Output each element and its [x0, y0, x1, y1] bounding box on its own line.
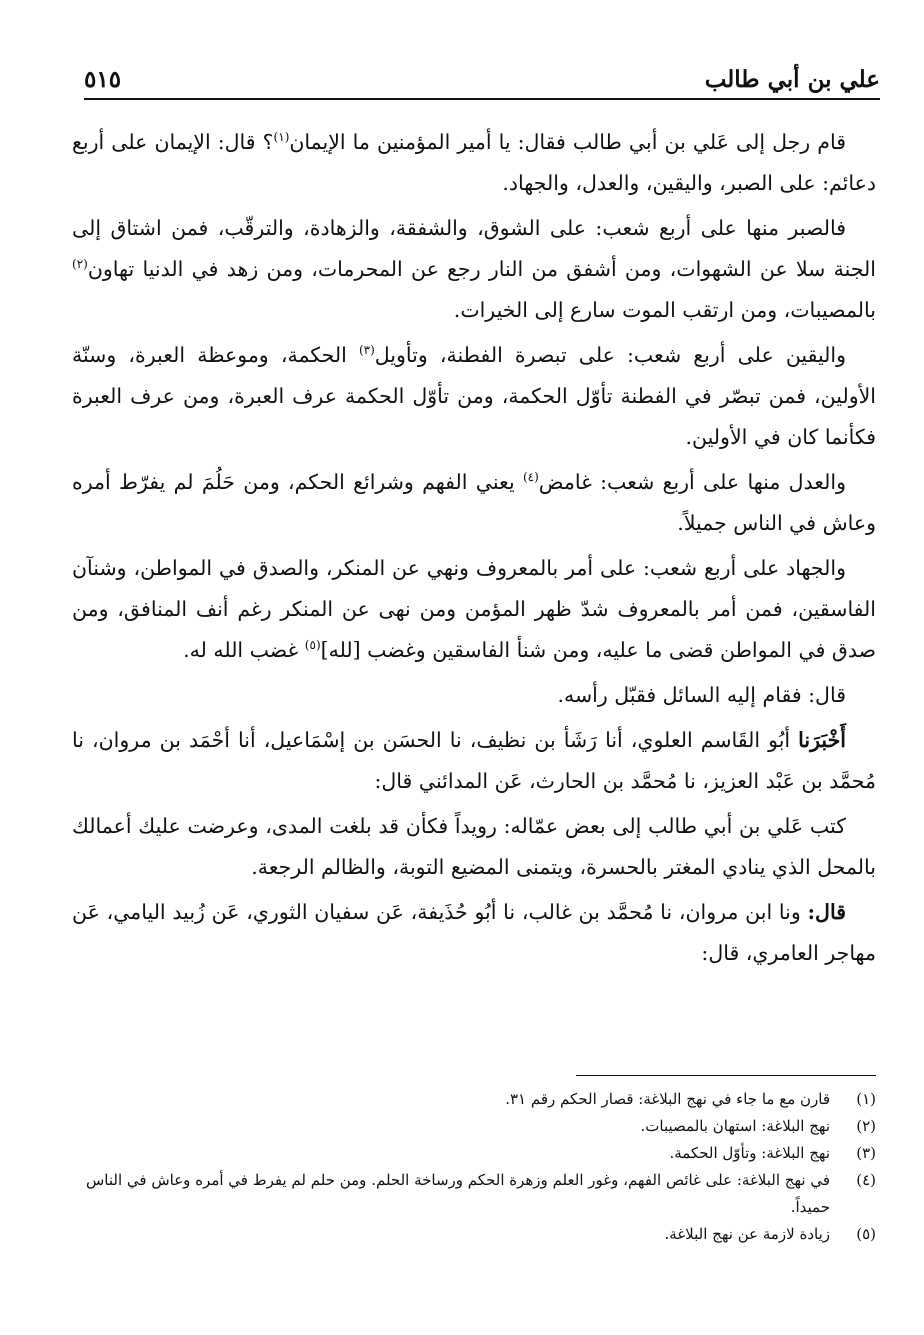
- paragraph: [72, 548, 876, 671]
- footnote-text: نهج البلاغة: وتأوّل الحكمة.: [669, 1144, 830, 1162]
- footnote-number: (٥): [856, 1225, 876, 1243]
- footnote-text: في نهج البلاغة: على غائص الفهم، وغور العلم وزهرة الحكم ورساخة الحلم. ومن حلم لم يفرط في أمره وعاش في الناس حميداً.: [86, 1171, 830, 1216]
- paragraph-text: أبُو القَاسم العلوي، أنا رَشَأ بن نظيف، نا الحسَن بن إسْمَاعيل، أنا أحْمَد بن مروان، نا مُحمَّد بن عَبْد العزيز، نا مُحمَّد بن الحارث، عَن المدائني قال:: [72, 728, 876, 793]
- paragraph-text: قال: فقام إليه السائل فقبّل رأسه.: [557, 683, 846, 707]
- footnote: [70, 1113, 876, 1140]
- running-title: علي بن أبي طالب: [704, 66, 880, 93]
- paragraph: [72, 675, 876, 716]
- footnote-number: (٣): [856, 1144, 876, 1162]
- footnote-text: زيادة لازمة عن نهج البلاغة.: [664, 1225, 830, 1243]
- paragraph-text: كتب عَلي بن أبي طالب إلى بعض عمّاله: رويداً فكأن قد بلغت المدى، وعرضت عليك أعمالك بالمحل الذي ينادي المغتر بالحسرة، ويتمنى المضيع التوبة، والظالم الرجعة.: [72, 814, 876, 879]
- footnotes: [70, 1086, 876, 1248]
- footnote-ref: (١): [273, 130, 290, 145]
- paragraph-text: ونا ابن مروان، نا مُحمَّد بن غالب، نا أبُو حُذَيفة، عَن سفيان الثوري، عَن زُبيد اليامي، عَن مهاجر العامري، قال:: [72, 900, 876, 965]
- bold-lead: أَخْبَرَنا: [798, 728, 846, 752]
- footnote: [70, 1086, 876, 1113]
- paragraph-text: قام رجل إلى عَلي بن أبي طالب فقال: يا أمير المؤمنين ما الإيمان: [289, 130, 846, 154]
- footnote-ref: (٢): [72, 257, 88, 272]
- paragraph: [72, 720, 876, 802]
- paragraph-text: والجهاد على أربع شعب: على أمر بالمعروف ونهي عن المنكر، والصدق في المواطن، وشنآن الفاسقين، فمن أمر بالمعروف شدّ ظهر المؤمن ومن نهى عن المنكر رغم أنف المنافق، ومن صدق في المواطن قضى ما عليه، ومن شنأ الفاسقين وغضب [لله]: [72, 556, 876, 662]
- bold-lead: قال:: [807, 900, 846, 924]
- paragraph-text: والعدل منها على أربع شعب: غامض: [538, 470, 846, 494]
- paragraph-text: ؟ قال: الإيمان على أربع دعائم: على الصبر، واليقين، والعدل، والجهاد.: [72, 130, 876, 195]
- footnote: [70, 1221, 876, 1248]
- footnote: [70, 1167, 876, 1221]
- paragraph-text: واليقين على أربع شعب: على تبصرة الفطنة، وتأويل: [374, 343, 847, 367]
- paragraph: [72, 462, 876, 544]
- body-text: [72, 122, 876, 978]
- page-number: ٥١٥: [84, 66, 122, 93]
- paragraph: [72, 892, 876, 974]
- paragraph: [72, 208, 876, 331]
- paragraph-text: الحكمة، وموعظة العبرة، وسنّة الأولين، فمن تبصّر في الفطنة تأوّل الحكمة، ومن تأوّل الحكمة عرف العبرة، ومن عرف العبرة فكأنما كان في الأولين.: [72, 343, 876, 449]
- footnote-number: (٤): [856, 1171, 876, 1189]
- footnote-text: نهج البلاغة: استهان بالمصيبات.: [640, 1117, 830, 1135]
- paragraph-text: يعني الفهم وشرائع الحكم، ومن حَلُمَ لم يفرّط أمره وعاش في الناس جميلاً.: [72, 470, 876, 535]
- footnote-number: (٢): [856, 1117, 876, 1135]
- paragraph: [72, 122, 876, 204]
- footnote-divider: [576, 1075, 876, 1076]
- paragraph: [72, 335, 876, 458]
- footnote-text: قارن مع ما جاء في نهج البلاغة: قصار الحكم رقم ٣١.: [505, 1090, 830, 1108]
- footnote-ref: (٤): [522, 470, 539, 485]
- footnote: [70, 1140, 876, 1167]
- paragraph-text: غضب الله له.: [183, 638, 305, 662]
- footnote-ref: (٣): [358, 343, 375, 358]
- paragraph-text: بالمصيبات، ومن ارتقب الموت سارع إلى الخيرات.: [453, 298, 876, 322]
- paragraph-text: فالصبر منها على أربع شعب: على الشوق، والشفقة، والزهادة، والترقّب، فمن اشتاق إلى الجنة سلا عن الشهوات، ومن أشفق من النار رجع عن المحرمات، ومن زهد في الدنيا تهاون: [72, 216, 876, 281]
- footnote-ref: (٥): [304, 638, 321, 653]
- running-header: [84, 62, 880, 100]
- paragraph: [72, 806, 876, 888]
- footnote-number: (١): [856, 1090, 876, 1108]
